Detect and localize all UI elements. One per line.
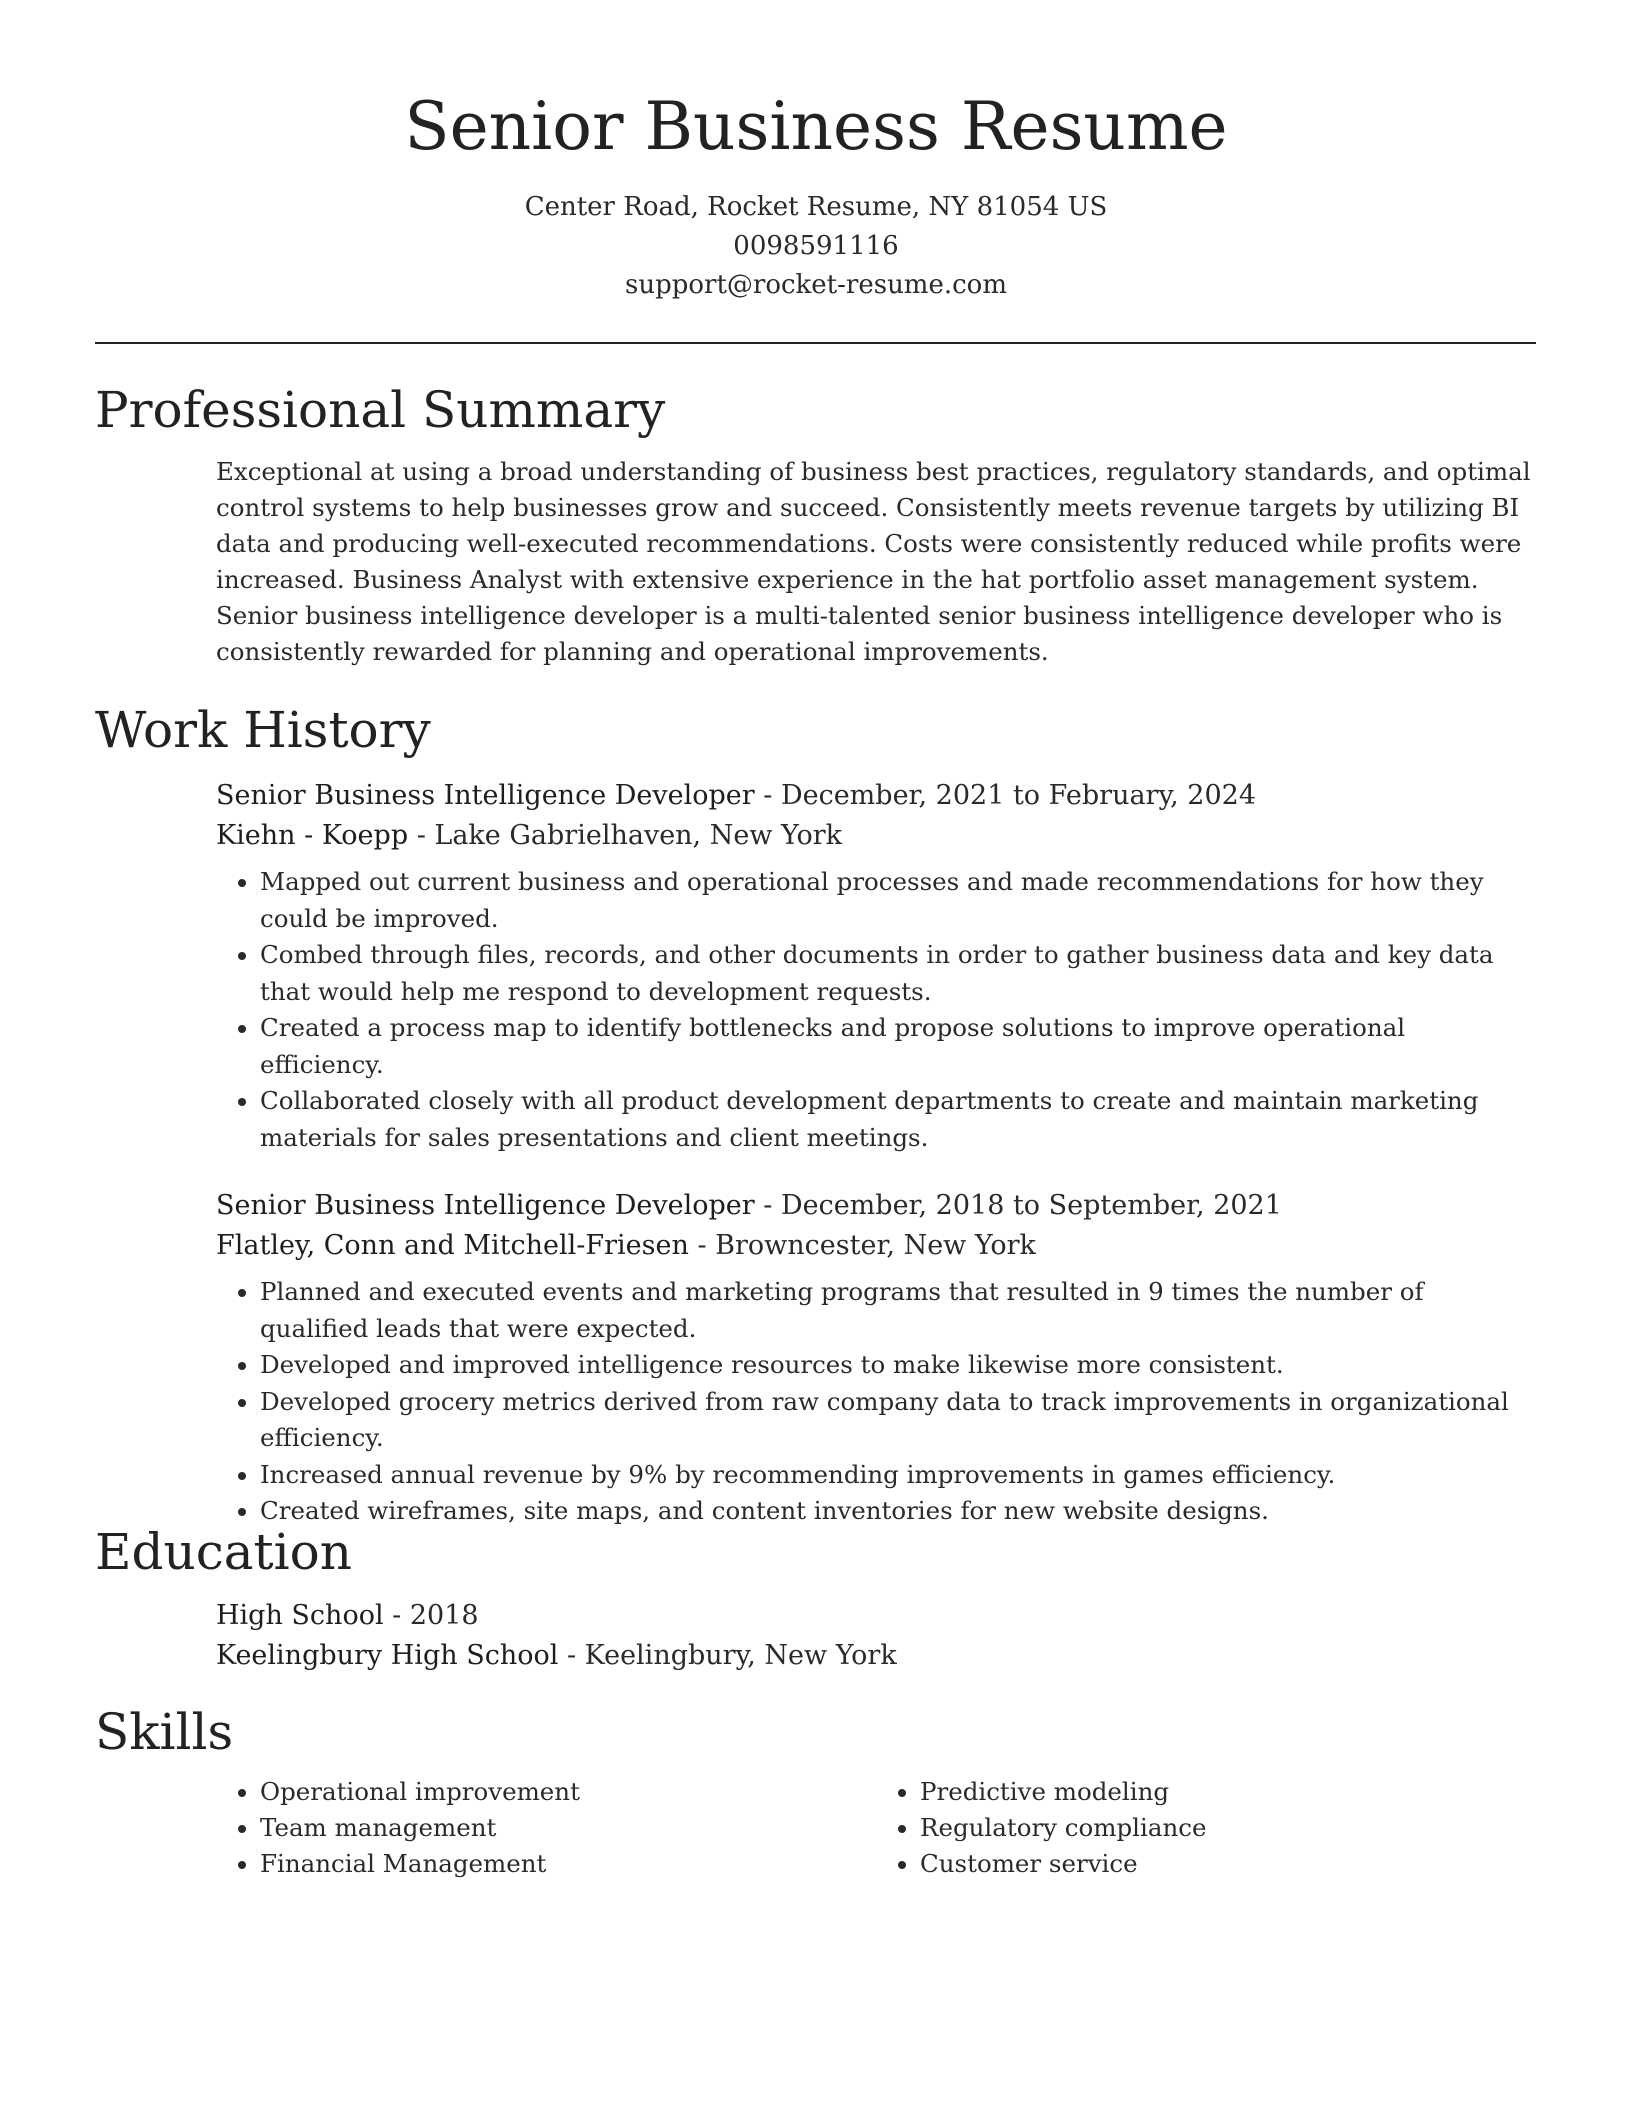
job-position: Senior Business Intelligence Developer (216, 780, 755, 811)
list-item: • Collaborated closely with all product development departments to create and maintain marketing materials for sales presentations and client meetings. (260, 1083, 1536, 1156)
job-title-line (216, 776, 1536, 816)
job-company: Kiehn - Koepp (216, 820, 409, 851)
skills-section (95, 1700, 1536, 1882)
job-company-line (216, 816, 1536, 856)
job-location: - Lake Gabrielhaven, New York (408, 820, 843, 851)
work-history-title: Work History (95, 701, 431, 759)
list-item: • Financial Management (260, 1846, 876, 1882)
education-degree: High School (216, 1600, 384, 1631)
job-entry (216, 776, 1536, 1156)
list-item: • Combed through files, records, and other documents in order to gather business data and key data that would help me respond to development requests. (260, 937, 1536, 1010)
job-bullets (216, 1274, 1536, 1530)
education-location: - Keelingbury, New York (558, 1640, 897, 1671)
skills-list-right (876, 1774, 1536, 1882)
skills-body (216, 1774, 1536, 1882)
summary-text: Exceptional at using a broad understanding of business best practices, regulatory standards, and optimal control systems to help businesses grow and succeed. Consistently meets revenue targets by utilizing BI data and producing well-executed recommendations. Costs were consistently reduced while profits were increased. Business Analyst with extensive experience in the hat portfolio asset management system. Senior business intelligence developer is a multi-talented senior business intelligence developer who is consistently rewarded for planning and operational improvements. (216, 457, 1531, 666)
list-item: • Operational improvement (260, 1774, 876, 1810)
job-company-line (216, 1226, 1536, 1266)
list-item: • Created wireframes, site maps, and content inventories for new website designs. (260, 1493, 1536, 1530)
job-title-line (216, 1186, 1536, 1226)
list-item: • Regulatory compliance (920, 1810, 1536, 1846)
resume-header (0, 0, 1632, 305)
education-degree-line (216, 1596, 1536, 1636)
phone: 0098591116 (733, 231, 899, 261)
address: Center Road, Rocket Resume, NY 81054 US (524, 192, 1108, 222)
list-item: • Developed grocery metrics derived from raw company data to track improvements in organizational efficiency. (260, 1384, 1536, 1457)
list-item: • Predictive modeling (920, 1774, 1536, 1810)
list-item: • Mapped out current business and operational processes and made recommendations for how they could be improved. (260, 864, 1536, 937)
skills-list-left (216, 1774, 876, 1882)
email: support@rocket-resume.com (624, 270, 1007, 300)
summary-section (95, 378, 1536, 670)
job-company: Flatley, Conn and Mitchell-Friesen (216, 1230, 689, 1261)
resume-name: Senior Business Resume (404, 88, 1228, 165)
work-history-body (216, 776, 1536, 1530)
list-item: • Created a process map to identify bottlenecks and propose solutions to improve operational efficiency. (260, 1010, 1536, 1083)
job-dates: - December, 2018 to September, 2021 (754, 1190, 1282, 1221)
job-location: - Browncester, New York (688, 1230, 1036, 1261)
summary-title: Professional Summary (95, 381, 666, 439)
job-dates: - December, 2021 to February, 2024 (754, 780, 1257, 811)
header-divider (95, 342, 1536, 344)
education-school-line (216, 1636, 1536, 1676)
education-section (95, 1520, 1536, 1676)
job-entry (216, 1186, 1536, 1530)
list-item: • Team management (260, 1810, 876, 1846)
education-title: Education (95, 1523, 352, 1581)
job-bullets (216, 864, 1536, 1156)
list-item: • Customer service (920, 1846, 1536, 1882)
list-item: • Developed and improved intelligence resources to make likewise more consistent. (260, 1347, 1536, 1384)
education-year: - 2018 (383, 1600, 479, 1631)
education-body (216, 1596, 1536, 1676)
skills-grid (216, 1774, 1536, 1882)
list-item: • Planned and executed events and marketing programs that resulted in 9 times the number of qualified leads that were expected. (260, 1274, 1536, 1347)
education-school: Keelingbury High School (216, 1640, 559, 1671)
work-history-section (95, 698, 1536, 1530)
contact-block (0, 188, 1632, 305)
job-position: Senior Business Intelligence Developer (216, 1190, 755, 1221)
list-item: • Increased annual revenue by 9% by recommending improvements in games efficiency. (260, 1457, 1536, 1494)
skills-title: Skills (95, 1703, 234, 1761)
